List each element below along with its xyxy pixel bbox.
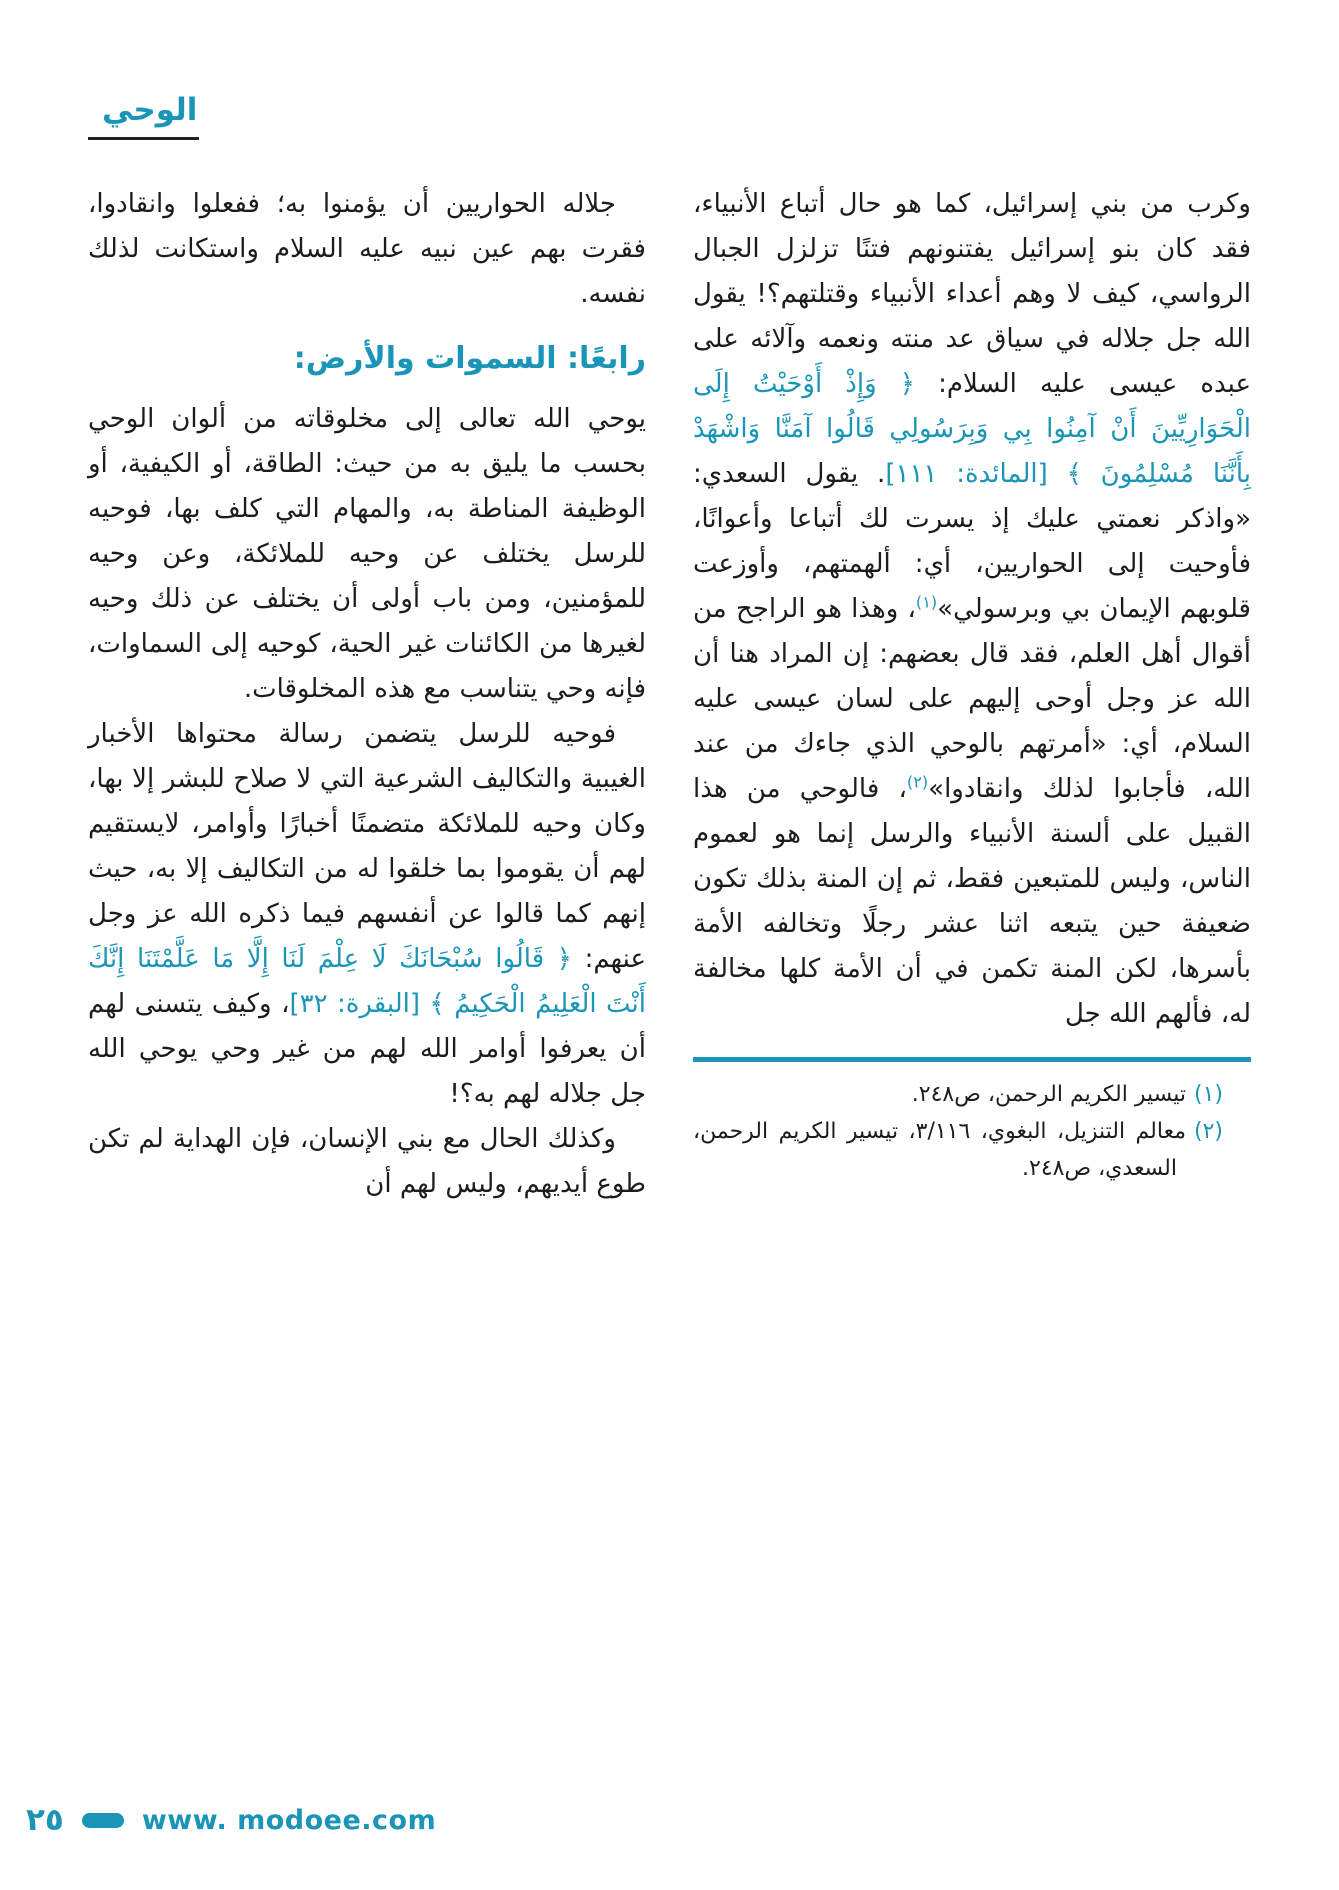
running-head	[88, 92, 199, 140]
footer-url: www. modoee.com	[141, 1805, 437, 1836]
footer-pill-ornament	[82, 1813, 124, 1828]
footnote	[693, 1076, 1223, 1113]
text-columns	[88, 182, 1251, 1207]
footnote-number: (٢)	[1194, 1119, 1224, 1144]
chapter-title: الوحي	[88, 92, 199, 140]
body-text: وكرب من بني إسرائيل، كما هو حال أتباع الأنبياء، فقد كان بنو إسرائيل يفتنونهم فتنًا تزلزل الجبال الرواسي، كيف لا وهم أعداء الأنبياء وقتلتهم؟! يقول الله جل جلاله في سياق عد منته ونعمه وآلائه على عبده عيسى عليه السلام:	[693, 189, 1251, 399]
body-text: جلاله الحواريين أن يؤمنوا به؛ ففعلوا وانقادوا، فقرت بهم عين نبيه عليه السلام واستكانت لذلك نفسه.	[88, 189, 646, 309]
footnote-text: تيسير الكريم الرحمن، ص٢٤٨.	[911, 1082, 1186, 1107]
quran-verse: ﴿ وَإِذْ أَوْحَيْتُ إِلَى الْحَوَارِيِّينَ أَنْ آمِنُوا بِي وَبِرَسُولِي قَالُوا آمَنَّا وَاشْهَدْ بِأَنَّنَا مُسْلِمُونَ ﴾	[693, 369, 1251, 489]
column-right	[693, 182, 1251, 1207]
paragraph	[88, 182, 646, 317]
column-left-text	[88, 182, 646, 1207]
footnote-marker: (١)	[915, 592, 938, 612]
body-text: ، فالوحي من هذا القبيل على ألسنة الأنبياء والرسل إنما هو لعموم الناس، وليس للمتبعين فقط، ثم إن المنة بذلك تكون ضعيفة حين يتبعه اثنا عشر رجلًا وتخالفه الأمة بأسرها، لكن المنة تكمن في أن الأمة كلها مخالفة له، فألهم الله جل	[693, 774, 1251, 1029]
paragraph	[88, 712, 646, 1117]
page-footer	[26, 1802, 437, 1838]
footnote-separator	[693, 1057, 1251, 1062]
body-text: فوحيه للرسل يتضمن رسالة محتواها الأخبار الغيبية والتكاليف الشرعية التي لا صلاح للبشر إلا بها، وكان وحيه للملائكة متضمنًا أخبارًا وأوامر، لايستقيم لهم أن يقوموا بما خلقوا له من التكاليف إلا به، حيث إنهم كما قالوا عن أنفسهم فيما ذكره الله عز وجل عنهم:	[88, 719, 647, 974]
footnotes	[693, 1076, 1251, 1187]
paragraph	[88, 397, 646, 712]
verse-reference: [البقرة: ٣٢]	[289, 989, 421, 1019]
body-text: ، وكيف يتسنى لهم أن يعرفوا أوامر الله لهم من غير وحي يوحي الله جل جلاله لهم به؟!	[88, 989, 646, 1109]
footnote-number: (١)	[1193, 1082, 1223, 1107]
section-heading: رابعًا: السموات والأرض:	[293, 341, 646, 376]
footnote-text: معالم التنزيل، البغوي، ٣/١١٦، تيسير الكريم الرحمن، السعدي، ص٢٤٨.	[693, 1119, 1186, 1181]
paragraph	[88, 1117, 646, 1207]
verse-reference: [المائدة: ١١١]	[885, 459, 1048, 489]
footnote-marker: (٢)	[906, 772, 929, 792]
body-text: ، وهذا هو الراجح من أقوال أهل العلم، فقد قال بعضهم: إن المراد هنا أن الله عز وجل أوحى إليهم على لسان عيسى عليه السلام، أي: «أمرتهم بالوحي الذي جاءك من عند الله، فأجابوا لذلك وانقادوا»	[693, 594, 1251, 804]
paragraph	[693, 182, 1251, 1037]
body-text: يوحي الله تعالى إلى مخلوقاته من ألوان الوحي بحسب ما يليق به من حيث: الطاقة، أو الكيفية، أو الوظيفة المناطة به، والمهام التي كلف بها، فوحيه للرسل يختلف عن وحيه للملائكة، وعن وحيه للمؤمنين، ومن باب أولى أن يختلف عن ذلك وحيه لغيرها من الكائنات غير الحية، كوحيه إلى السماوات، فإنه وحي يتناسب مع هذه المخلوقات.	[88, 404, 646, 704]
page-number: ٢٥	[26, 1802, 64, 1838]
body-text: وكذلك الحال مع بني الإنسان، فإن الهداية لم تكن طوع أيديهم، وليس لهم أن	[88, 1124, 646, 1199]
footnote	[693, 1113, 1223, 1187]
column-left	[88, 182, 646, 1207]
column-right-text	[693, 182, 1251, 1037]
quran-verse: ﴿ قَالُوا سُبْحَانَكَ لَا عِلْمَ لَنَا إِلَّا مَا عَلَّمْتَنَا إِنَّكَ أَنْتَ الْعَلِيمُ الْحَكِيمُ ﴾	[88, 944, 646, 1019]
body-text: . يقول السعدي: «واذكر نعمتي عليك إذ يسرت لك أتباعا وأعوانًا، فأوحيت إلى الحواريين، أي: ألهمتهم، وأوزعت قلوبهم الإيمان بي وبرسولي»	[693, 459, 1251, 624]
